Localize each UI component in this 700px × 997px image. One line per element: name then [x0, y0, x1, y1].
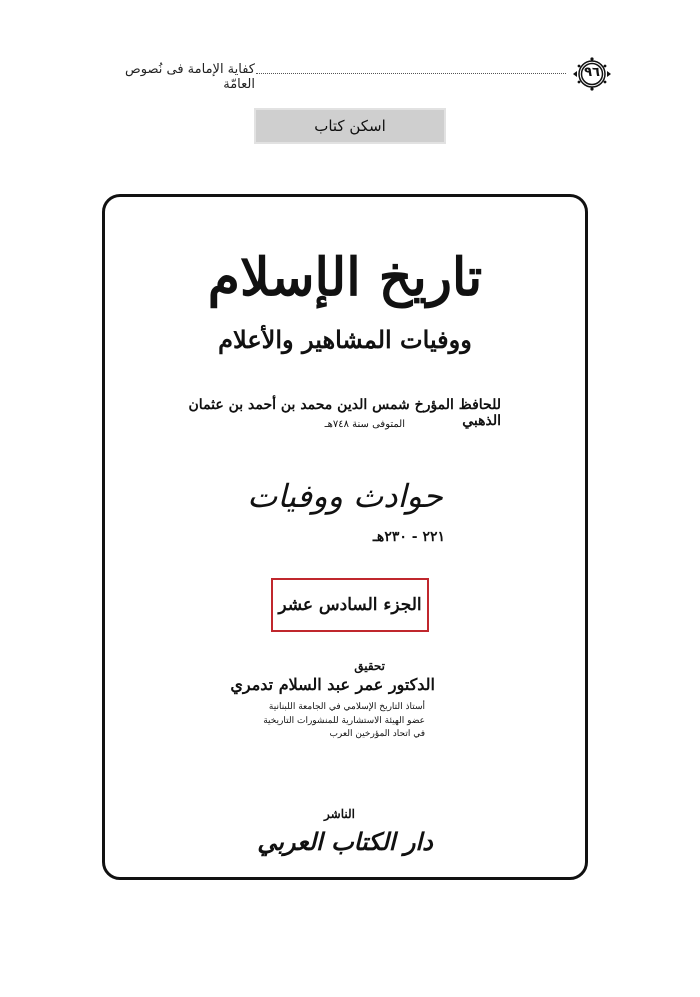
scan-caption-banner [256, 110, 444, 142]
cover-years: ٢٢١ - ٢٣٠هـ [372, 529, 445, 545]
cover-editor-desc-2: عضو الهيئة الاستشارية للمنشورات التاريخية [263, 716, 425, 726]
cover-death-year: المتوفى سنة ٧٤٨هـ [324, 419, 405, 430]
page-number: ٩٦ [584, 65, 600, 80]
cover-editor-desc-3: في اتحاد المؤرخين العرب [329, 729, 425, 739]
cover-volume: الجزء السادس عشر [278, 595, 422, 615]
page-number-badge [572, 56, 612, 92]
cover-author: للحافظ المؤرخ شمس الدين محمد بن أحمد بن عثمان الذهبي [188, 397, 501, 429]
cover-publisher-name: دار الكتاب العربي [257, 827, 433, 856]
header-dotted-rule [256, 73, 566, 74]
cover-editor-desc-1: أستاذ التاريخ الإسلامي في الجامعة اللبنانية [268, 702, 425, 712]
book-cover-frame [102, 194, 588, 880]
cover-subtitle: ووفيات المشاهير والأعلام [218, 325, 472, 354]
volume-highlight-box [271, 578, 429, 632]
scan-caption-label: اسكن كتاب [314, 117, 386, 135]
running-header-title: كفاية الإمامة فى نُصوص العامّة [125, 62, 255, 92]
cover-events-title: حوادث ووفيات [247, 477, 443, 515]
cover-editor-label: تحقيق [354, 659, 385, 673]
cover-main-title: تاريخ الإسلام [207, 247, 483, 308]
cover-publisher-label: الناشر [324, 807, 355, 821]
cover-editor-name: الدكتور عمر عبد السلام تدمري [230, 675, 435, 694]
